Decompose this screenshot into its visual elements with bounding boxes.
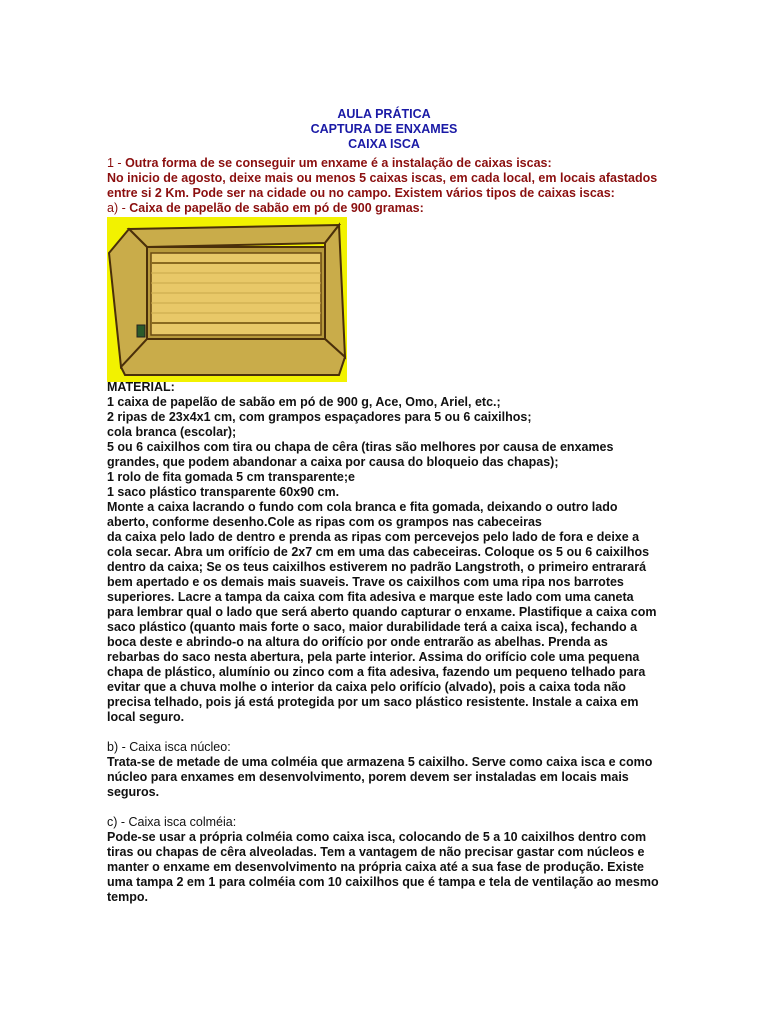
section-c-line: tempo. bbox=[107, 890, 148, 904]
section-b-line: Trata-se de metade de uma colméia que armazena 5 caixilho. Serve como caixa isca e como bbox=[107, 755, 653, 769]
section-c-line: uma tampa 2 em 1 para colméia com 10 caixilhos que é tampa e tela de ventilação ao mesmo bbox=[107, 875, 659, 889]
material-section bbox=[107, 380, 667, 905]
title-line-3: CAIXA ISCA bbox=[348, 137, 420, 151]
instruction-line: Monte a caixa lacrando o fundo com cola branca e fita gomada, deixando o outro lado bbox=[107, 500, 618, 514]
instruction-line: evitar que a chuva molhe o interior da caixa pelo orifício (alvado), pois a caixa toda não bbox=[107, 680, 626, 694]
instruction-line: chapa de plástico, alumínio ou zinco com a fita adesiva, fazendo um pequeno telhado para bbox=[107, 665, 646, 679]
instruction-line: da caixa pelo lado de dentro e prenda as ripas com percevejos pelo lado de fora e deixe a bbox=[107, 530, 640, 544]
title-block bbox=[0, 107, 768, 152]
instruction-line: local seguro. bbox=[107, 710, 185, 724]
section-b-line: núcleo para enxames em desenvolvimento, porem devem ser instaladas em locais mais bbox=[107, 770, 629, 784]
intro-text: Outra forma de se conseguir um enxame é a instalação de caixas iscas: bbox=[125, 156, 552, 170]
instruction-line: bem apertado e os demais mais suaveis. Trave os caixilhos com uma ripa nos barrotes bbox=[107, 575, 624, 589]
section-c-prefix: c) - bbox=[107, 815, 129, 829]
material-line: 1 rolo de fita gomada 5 cm transparente;e bbox=[107, 470, 355, 484]
box-top-flap bbox=[129, 225, 339, 247]
entrance-hole bbox=[137, 325, 145, 337]
material-line: cola branca (escolar); bbox=[107, 425, 237, 439]
material-line: 1 saco plástico transparente 60x90 cm. bbox=[107, 485, 340, 499]
instruction-line: aberto, conforme desenho.Cole as ripas com os grampos nas cabeceiras bbox=[107, 515, 542, 529]
material-heading: MATERIAL: bbox=[107, 380, 175, 394]
spacer bbox=[107, 725, 667, 740]
instruction-line: precisa telhado, pois já está protegida por um saco plástico resistente. Instale a caixa em bbox=[107, 695, 639, 709]
section-c-line: Pode-se usar a própria colméia como caixa isca, colocando de 5 a 10 caixilhos dentro com bbox=[107, 830, 647, 844]
section-b-line: seguros. bbox=[107, 785, 160, 799]
section-c-title: Caixa isca colméia: bbox=[128, 815, 237, 829]
section-c-line: tiras ou chapas de cêra alveoladas. Tem a vantagem de não precisar gastar com núcleos e bbox=[107, 845, 645, 859]
material-line: grandes, que podem abandonar a caixa por causa do bloqueio das chapas); bbox=[107, 455, 559, 469]
instruction-line: rebarbas do saco nesta abertura, pela parte interior. Assima do orifício cole uma pequena bbox=[107, 650, 640, 664]
cardboard-box-illustration bbox=[107, 217, 347, 382]
instruction-line: para lembrar qual o lado que será aberto quando capturar o enxame. Plastifique a caixa com bbox=[107, 605, 657, 619]
box-bottom-flap bbox=[121, 339, 345, 375]
instruction-line: dentro da caixa; Se os teus caixilhos estiverem no padrão Langstroth, o primeiro entrarará bbox=[107, 560, 647, 574]
instruction-line: superiores. Lacre a tampa da caixa com fita adesiva e marque este lado com uma caneta bbox=[107, 590, 634, 604]
section-a-title: Caixa de papelão de sabão em pó de 900 gramas: bbox=[129, 201, 424, 215]
material-line: 2 ripas de 23x4x1 cm, com grampos espaçadores para 5 ou 6 caixilhos; bbox=[107, 410, 532, 424]
title-line-1: AULA PRÁTICA bbox=[337, 107, 431, 121]
material-line: 1 caixa de papelão de sabão em pó de 900 g, Ace, Omo, Ariel, etc.; bbox=[107, 395, 501, 409]
intro-block bbox=[107, 156, 667, 216]
section-c-heading bbox=[107, 815, 667, 830]
instruction-line: boca deste e abrindo-o na altura do orifício por onde entrarão as abelhas. Prenda as bbox=[107, 635, 608, 649]
instruction-line: cola secar. Abra um orifício de 2x7 cm em uma das cabeceiras. Coloque os 5 ou 6 caixilhos bbox=[107, 545, 650, 559]
instruction-line: saco plástico (quanto mais forte o saco, maior durabilidade terá a caixa isca), fechando a bbox=[107, 620, 638, 634]
title-line-2: CAPTURA DE ENXAMES bbox=[310, 122, 458, 136]
intro-line-1 bbox=[107, 156, 667, 171]
section-b-heading bbox=[107, 740, 667, 755]
intro-line-2: No inicio de agosto, deixe mais ou menos 5 caixas iscas, em cada local, em locais afastados bbox=[107, 171, 658, 185]
intro-number: 1 - bbox=[107, 156, 126, 170]
section-a-heading bbox=[107, 201, 667, 216]
section-b-title: Caixa isca núcleo: bbox=[129, 740, 231, 754]
section-b-prefix: b) - bbox=[107, 740, 130, 754]
spacer bbox=[107, 800, 667, 815]
intro-line-3: entre si 2 Km. Pode ser na cidade ou no campo. Existem vários tipos de caixas iscas: bbox=[107, 186, 615, 200]
material-line: 5 ou 6 caixilhos com tira ou chapa de cêra (tiras são melhores por causa de enxames bbox=[107, 440, 614, 454]
section-c-line: manter o enxame em desenvolvimento na própria caixa até a sua fase de produção. Existe bbox=[107, 860, 645, 874]
section-a-prefix: a) - bbox=[107, 201, 130, 215]
